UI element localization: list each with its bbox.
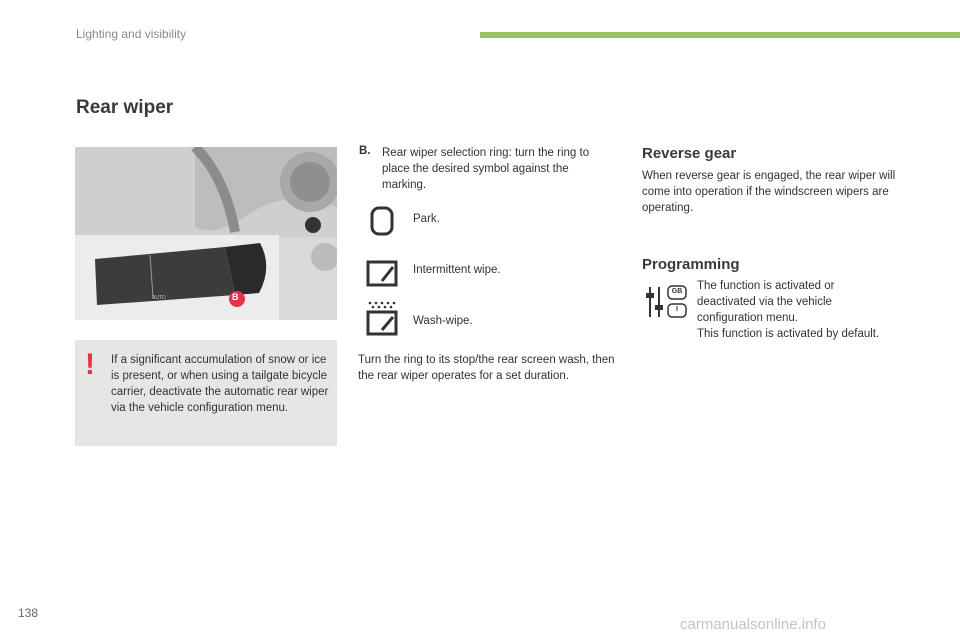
warning-icon: ! [85,348,95,381]
park-icon [365,204,399,238]
ring-description: Rear wiper selection ring: turn the ring to place the desired symbol against the marking. [382,147,590,191]
ring-label: B. [359,145,371,157]
park-label: Park. [413,213,440,225]
turn-ring-text: Turn the ring to its stop/the rear screen wash, then the rear wiper operates for a set duration. [358,354,615,382]
intermittent-wipe-icon [365,255,399,289]
wash-wipe-label: Wash-wipe. [413,315,473,327]
wash-wipe-icon [365,300,399,334]
gb-label: GB [671,288,683,295]
configuration-menu-icon [644,283,690,321]
marker-b: B [232,292,239,302]
programming-default-text: This function is activated by default. [697,328,880,340]
programming-heading: Programming [642,256,740,273]
warning-box [75,340,337,446]
auto-label: AUTO [152,295,166,301]
i-label: I [676,306,678,313]
reverse-gear-text: When reverse gear is engaged, the rear wiper will come into operation if the windscreen wipers are operating. [642,170,896,214]
intermittent-wipe-label: Intermittent wipe. [413,264,501,276]
page-number: 138 [18,606,39,620]
stalk-photo [75,147,337,320]
watermark: carmanualsonline.info [680,616,826,633]
warning-text: If a significant accumulation of snow or ice is present, or when using a tailgate bicycle carrier, deactivate the automatic rear wiper via the vehicle configuration menu. [111,354,329,414]
page-title: Rear wiper [76,97,174,118]
header-accent-bar [480,32,960,38]
stalk-illustration [75,147,337,320]
section-header: Lighting and visibility [76,27,187,41]
programming-text: The function is activated or deactivated via the vehicle configuration menu. [697,280,835,324]
reverse-gear-heading: Reverse gear [642,145,737,162]
